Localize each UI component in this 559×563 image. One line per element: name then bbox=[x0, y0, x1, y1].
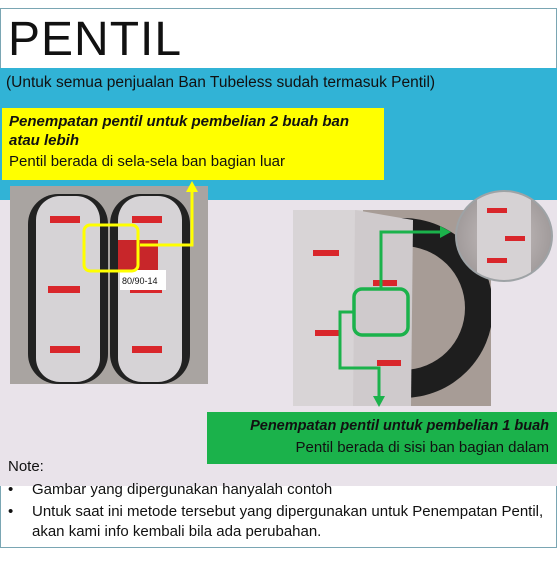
bullet-icon: • bbox=[8, 503, 14, 520]
one-tire-callout bbox=[207, 412, 557, 464]
subtitle: (Untuk semua penjualan Ban Tubeless sudah termasuk Pentil) bbox=[6, 74, 436, 91]
note-item: • Untuk saat ini metode tersebut yang dipergunakan untuk Penempatan Pentil, akan kami info kembali bila ada perubahan. bbox=[8, 503, 544, 540]
two-tire-callout bbox=[2, 108, 384, 180]
note-item: • Gambar yang dipergunakan hanyalah contoh bbox=[8, 481, 333, 498]
two-tire-heading: Penempatan pentil untuk pembelian 2 buah ban atau lebih bbox=[9, 113, 350, 149]
two-tires-photo bbox=[10, 186, 208, 384]
tire-size-label: 80/90-14 bbox=[122, 276, 158, 286]
one-tire-text: Pentil berada di sisi ban bagian dalam bbox=[295, 439, 549, 456]
note-list bbox=[8, 480, 556, 544]
note-title: Note: bbox=[8, 458, 44, 475]
page-title: PENTIL bbox=[8, 13, 183, 66]
one-tire-heading: Penempatan pentil untuk pembelian 1 buah bbox=[250, 418, 549, 434]
valve-zoom-inset bbox=[455, 190, 553, 282]
two-tire-text: Pentil berada di sela-sela ban bagian luar bbox=[9, 153, 286, 170]
bullet-icon: • bbox=[8, 481, 14, 498]
